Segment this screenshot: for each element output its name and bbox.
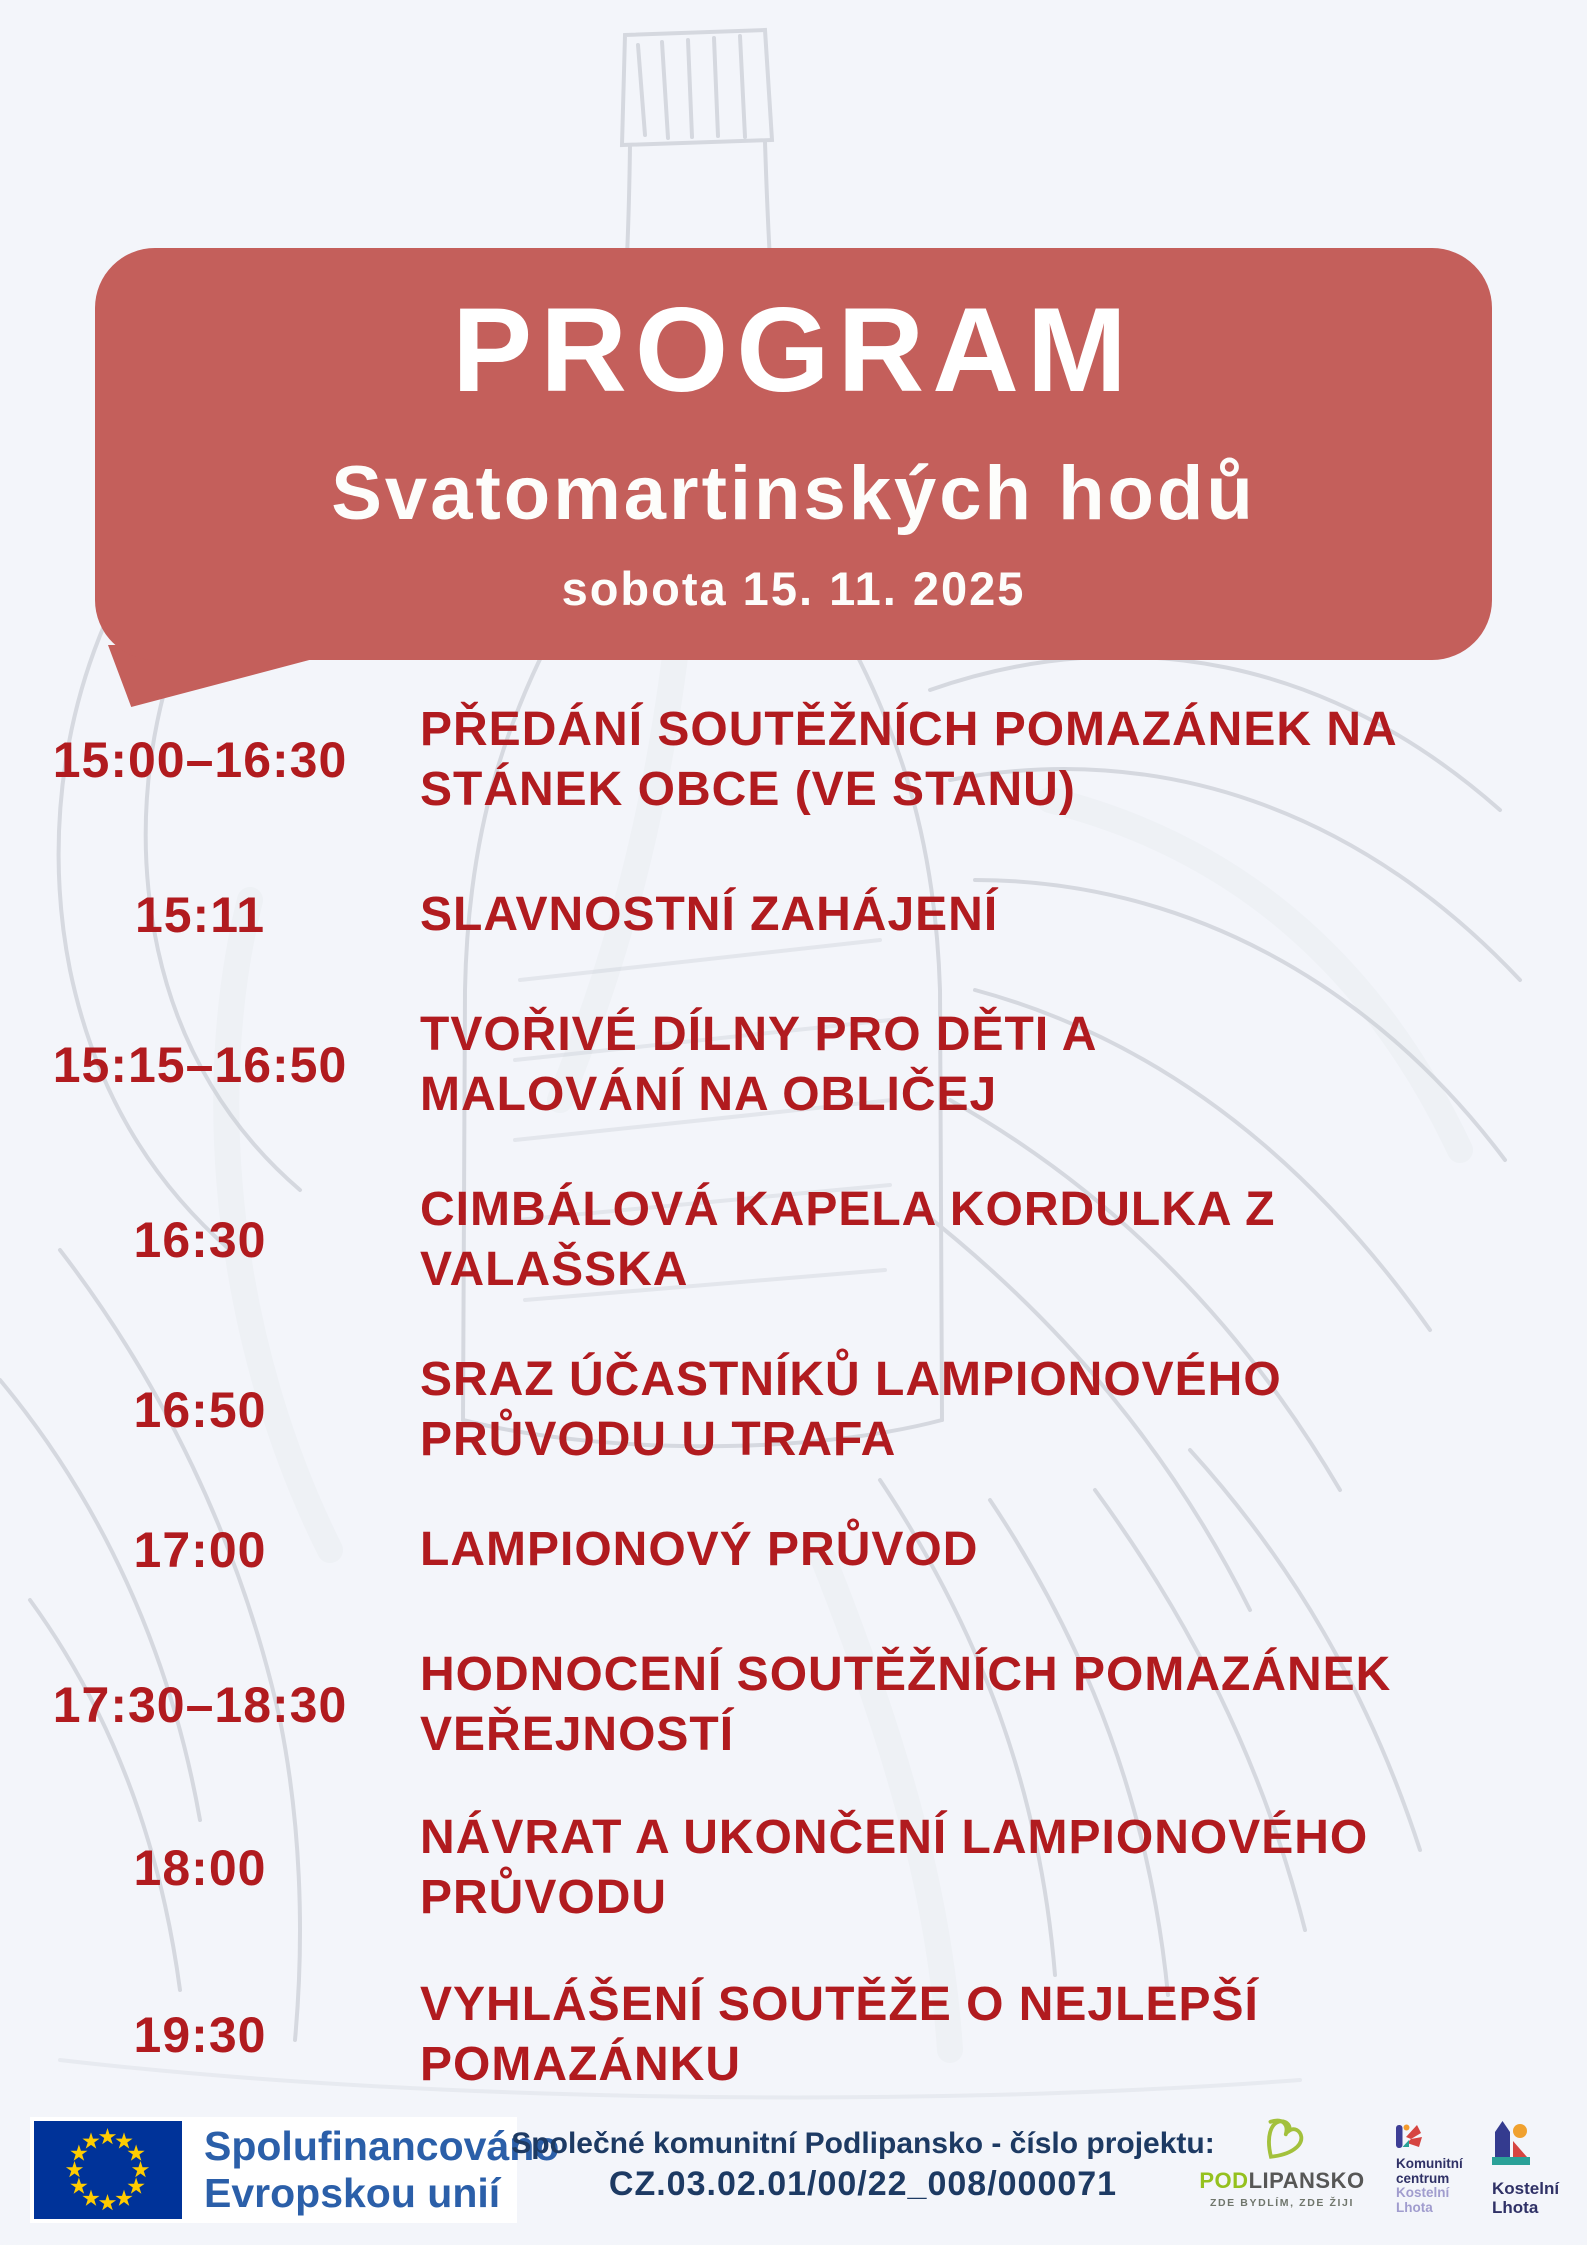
project-title: Společné komunitní Podlipansko - číslo projektu: — [511, 2127, 1215, 2160]
event-line: PRŮVODU U TRAFA — [420, 1413, 897, 1466]
kl-line2: Lhota — [1492, 2198, 1539, 2217]
kl-line1: Kostelní — [1492, 2179, 1560, 2198]
eu-cofunding-logo — [30, 2117, 560, 2223]
schedule-row — [0, 885, 1500, 945]
schedule-time: 18:00 — [133, 1840, 267, 1896]
kc-line3: Kostelní — [1396, 2185, 1450, 2200]
schedule-event — [420, 1645, 1480, 1765]
schedule-row — [0, 1350, 1500, 1470]
kostelni-lhota-logo — [1492, 2120, 1587, 2217]
event-line: VYHLÁŠENÍ SOUTĚŽE O NEJLEPŠÍ — [420, 1978, 1259, 2031]
event-line: POMAZÁNKU — [420, 2038, 741, 2091]
schedule-event — [420, 1808, 1480, 1928]
schedule-time: 17:00 — [133, 1522, 267, 1578]
event-line: TVOŘIVÉ DÍLNY PRO DĚTI A — [420, 1008, 1098, 1061]
event-line: PRŮVODU — [420, 1871, 668, 1924]
eu-text-line1: Spolufinancováno — [204, 2123, 560, 2169]
kostelni-lhota-text — [1492, 2179, 1587, 2217]
event-line: NÁVRAT A UKONČENÍ LAMPIONOVÉHO — [420, 1811, 1369, 1864]
schedule-event — [420, 1975, 1480, 2095]
event-line: PŘEDÁNÍ SOUTĚŽNÍCH POMAZÁNEK NA — [420, 703, 1398, 756]
kc-line4: Lhota — [1396, 2199, 1433, 2215]
schedule-time: 16:30 — [133, 1212, 267, 1268]
schedule-row — [0, 700, 1500, 820]
podlipansko-tagline: ZDE BYDLÍM, ZDE ŽIJI — [1209, 2197, 1354, 2209]
schedule-time: 15:00–16:30 — [52, 732, 348, 788]
event-line: VALAŠSKA — [420, 1243, 689, 1296]
page-subtitle: Svatomartinských hodů — [331, 451, 1256, 536]
event-line: HODNOCENÍ SOUTĚŽNÍCH POMAZÁNEK — [420, 1648, 1392, 1701]
komunitni-centrum-icon — [1396, 2124, 1424, 2148]
podlipansko-leaf-icon — [1257, 2116, 1307, 2166]
eu-text-line2: Evropskou unií — [204, 2170, 501, 2216]
event-line: STÁNEK OBCE (VE STANU) — [420, 763, 1076, 816]
schedule-row — [0, 1645, 1500, 1765]
schedule-row — [0, 1005, 1500, 1125]
schedule-time: 15:11 — [134, 887, 266, 943]
schedule-event — [420, 1005, 1480, 1125]
schedule-time: 17:30–18:30 — [52, 1677, 348, 1733]
podlipansko-logo — [1192, 2116, 1372, 2209]
event-line: SRAZ ÚČASTNÍKŮ LAMPIONOVÉHO — [420, 1353, 1282, 1406]
podlipansko-name-prefix: POD — [1199, 2168, 1249, 2193]
schedule-row — [0, 1180, 1500, 1300]
podlipansko-name-suffix: LIPANSKO — [1248, 2168, 1365, 2193]
page-title: PROGRAM — [452, 283, 1135, 417]
eu-cofunding-text — [204, 2123, 559, 2217]
schedule-event — [420, 1350, 1480, 1470]
schedule-event — [420, 1180, 1480, 1300]
schedule-event — [420, 700, 1480, 820]
schedule-row — [0, 1975, 1500, 2095]
podlipansko-name — [1199, 2168, 1364, 2194]
header-bubble — [95, 248, 1492, 660]
event-line: LAMPIONOVÝ PRŮVOD — [420, 1523, 979, 1576]
kostelni-lhota-icon — [1492, 2120, 1532, 2166]
event-line: VEŘEJNOSTÍ — [420, 1708, 735, 1761]
schedule-time: 15:15–16:50 — [52, 1037, 348, 1093]
schedule-time: 16:50 — [133, 1382, 267, 1438]
project-info — [511, 2124, 1215, 2204]
project-number: CZ.03.02.01/00/22_008/000071 — [608, 2165, 1118, 2203]
schedule-row — [0, 1520, 1500, 1580]
komunitni-centrum-text — [1396, 2157, 1506, 2215]
schedule-event — [420, 1520, 1480, 1580]
kc-line2: centrum — [1396, 2170, 1450, 2186]
event-date: sobota 15. 11. 2025 — [561, 562, 1026, 615]
schedule-event — [420, 885, 1480, 945]
schedule-row — [0, 1808, 1500, 1928]
schedule-time: 19:30 — [133, 2007, 267, 2063]
event-line: CIMBÁLOVÁ KAPELA KORDULKA Z — [420, 1183, 1276, 1236]
event-line: SLAVNOSTNÍ ZAHÁJENÍ — [420, 888, 999, 941]
event-line: MALOVÁNÍ NA OBLIČEJ — [420, 1068, 998, 1121]
eu-flag-icon — [34, 2121, 182, 2219]
kc-line1: Komunitní — [1396, 2156, 1463, 2171]
komunitni-centrum-logo — [1396, 2124, 1506, 2215]
